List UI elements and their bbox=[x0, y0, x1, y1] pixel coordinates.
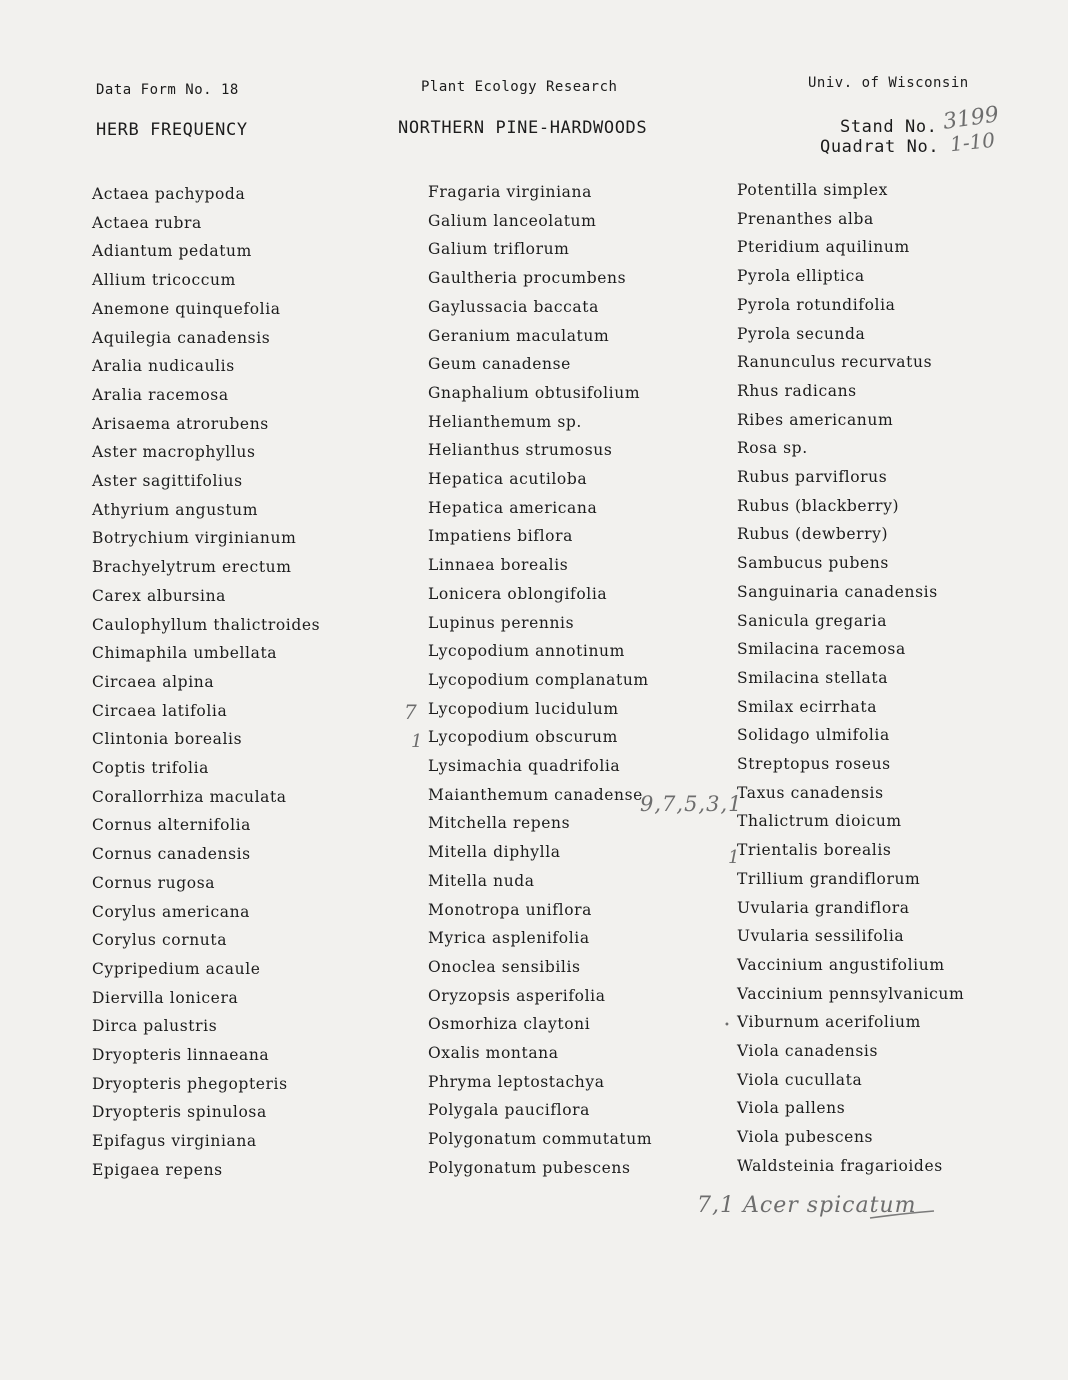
species-row: Polygonatum commutatum bbox=[428, 1130, 653, 1149]
species-row: Sanicula gregaria bbox=[737, 611, 888, 630]
handwritten-added-species: 7,1 Acer spicatum bbox=[697, 1193, 917, 1218]
species-row: Polygala pauciflora bbox=[428, 1101, 590, 1120]
handwritten-underline-stroke bbox=[868, 1200, 938, 1230]
species-row: Aster macrophyllus bbox=[92, 443, 256, 462]
species-row: Impatiens biflora bbox=[428, 527, 573, 546]
species-row: Allium tricoccum bbox=[92, 271, 236, 290]
species-row: Fragaria virginiana bbox=[428, 183, 592, 201]
species-row: Viola pallens bbox=[737, 1099, 846, 1118]
form-title: HERB FREQUENCY bbox=[96, 120, 248, 140]
species-row: Oryzopsis asperifolia bbox=[428, 986, 606, 1005]
species-row: Lycopodium obscurum bbox=[428, 728, 618, 747]
species-row: Lupinus perennis bbox=[428, 613, 575, 632]
species-row: Diervilla lonicera bbox=[92, 988, 239, 1007]
species-row: Rubus (blackberry) bbox=[737, 496, 900, 515]
species-row: Viola cucullata bbox=[737, 1070, 863, 1089]
species-row: Solidago ulmifolia bbox=[737, 726, 890, 745]
species-row: Sambucus pubens bbox=[737, 554, 889, 573]
species-row: Potentilla simplex bbox=[737, 181, 888, 199]
species-row: Vaccinium pennsylvanicum bbox=[737, 984, 965, 1003]
species-row: Maianthemum canadense bbox=[428, 785, 643, 804]
species-row: Pyrola elliptica bbox=[737, 267, 865, 286]
species-row: Onoclea sensibilis bbox=[428, 957, 581, 976]
handwritten-viburnum-mark: • bbox=[724, 1020, 730, 1031]
species-row: Clintonia borealis bbox=[92, 730, 243, 749]
species-row: Geranium maculatum bbox=[428, 326, 610, 345]
species-row: Mitchella repens bbox=[428, 814, 571, 833]
species-row: Linnaea borealis bbox=[428, 556, 569, 575]
species-row: Prenanthes alba bbox=[737, 209, 874, 228]
species-row: Rubus (dewberry) bbox=[737, 525, 889, 544]
species-row: Cornus rugosa bbox=[92, 873, 216, 892]
species-row: Corylus americana bbox=[92, 902, 251, 921]
species-row: Lycopodium complanatum bbox=[428, 670, 649, 689]
species-row: Corylus cornuta bbox=[92, 931, 228, 950]
species-row: Gnaphalium obtusifolium bbox=[428, 383, 641, 402]
species-row: Cypripedium acaule bbox=[92, 959, 261, 978]
species-row: Myrica asplenifolia bbox=[428, 929, 590, 948]
species-row: Arisaema atrorubens bbox=[92, 414, 269, 433]
species-row: Actaea pachypoda bbox=[92, 185, 246, 203]
species-row: Phryma leptostachya bbox=[428, 1072, 605, 1091]
species-row: Anemone quinquefolia bbox=[92, 299, 281, 318]
species-row: Trillium grandiflorum bbox=[737, 869, 921, 888]
species-row: Epigaea repens bbox=[92, 1160, 223, 1179]
species-row: Monotropa uniflora bbox=[428, 900, 592, 919]
stand-label: Stand No. bbox=[840, 117, 938, 137]
species-row: Osmorhiza claytoni bbox=[428, 1015, 591, 1034]
species-row: Smilacina racemosa bbox=[737, 640, 906, 659]
species-row: Athyrium angustum bbox=[92, 500, 259, 519]
stand-value: 3199 bbox=[941, 102, 1001, 135]
species-row: Rhus radicans bbox=[737, 381, 857, 400]
handwritten-lucidulum-mark: 7 bbox=[404, 700, 417, 724]
species-row: Gaylussacia baccata bbox=[428, 297, 599, 316]
species-row: Lycopodium annotinum bbox=[428, 642, 625, 661]
species-row: Epifagus virginiana bbox=[92, 1132, 257, 1151]
species-row: Vaccinium angustifolium bbox=[737, 955, 945, 974]
species-row: Pyrola rotundifolia bbox=[737, 295, 896, 314]
species-row: Adiantum pedatum bbox=[92, 242, 252, 261]
species-row: Galium triflorum bbox=[428, 240, 570, 259]
community-title: NORTHERN PINE-HARDWOODS bbox=[398, 118, 648, 138]
species-row: Dryopteris linnaeana bbox=[92, 1046, 270, 1064]
species-row: Oxalis montana bbox=[428, 1044, 559, 1062]
species-row: Viburnum acerifolium bbox=[737, 1013, 921, 1032]
species-row: Pteridium aquilinum bbox=[737, 238, 910, 257]
species-row: Aquilegia canadensis bbox=[92, 328, 271, 347]
species-row: Ranunculus recurvatus bbox=[737, 353, 933, 372]
species-row: Botrychium virginianum bbox=[92, 529, 297, 548]
form-number: Data Form No. 18 bbox=[96, 82, 239, 98]
species-row: Trientalis borealis bbox=[737, 841, 892, 860]
species-row: Brachyelytrum erectum bbox=[92, 558, 292, 577]
species-row: Ribes americanum bbox=[737, 410, 894, 429]
species-row: Cornus alternifolia bbox=[92, 816, 252, 835]
species-row: Hepatica americana bbox=[428, 498, 598, 517]
species-row: Chimaphila umbellata bbox=[92, 644, 278, 663]
species-row: Lycopodium lucidulum bbox=[428, 699, 619, 718]
species-row: Helianthus strumosus bbox=[428, 441, 613, 460]
handwritten-obscurum-mark: 1 bbox=[411, 731, 423, 752]
species-row: Galium lanceolatum bbox=[428, 211, 597, 230]
species-row: Viola canadensis bbox=[737, 1042, 879, 1060]
species-row: Cornus canadensis bbox=[92, 845, 251, 864]
species-row: Aralia racemosa bbox=[92, 385, 229, 404]
species-row: Dirca palustris bbox=[92, 1017, 218, 1036]
university: Univ. of Wisconsin bbox=[808, 75, 969, 91]
species-row: Dryopteris phegopteris bbox=[92, 1074, 288, 1093]
quadrat-label: Quadrat No. bbox=[820, 137, 940, 157]
species-row: Actaea rubra bbox=[92, 213, 202, 232]
species-row: Sanguinaria canadensis bbox=[737, 582, 938, 601]
organization: Plant Ecology Research bbox=[421, 79, 618, 95]
species-row: Lysimachia quadrifolia bbox=[428, 757, 621, 775]
species-row: Waldsteinia fragarioides bbox=[737, 1156, 943, 1175]
species-row: Geum canadense bbox=[428, 355, 571, 374]
species-row: Helianthemum sp. bbox=[428, 412, 582, 431]
species-row: Hepatica acutiloba bbox=[428, 470, 588, 488]
species-row: Streptopus roseus bbox=[737, 755, 891, 773]
species-row: Circaea latifolia bbox=[92, 701, 228, 720]
species-row: Thalictrum dioicum bbox=[737, 812, 902, 831]
species-row: Mitella nuda bbox=[428, 871, 535, 890]
quadrat-value: 1-10 bbox=[948, 127, 997, 157]
species-row: Circaea alpina bbox=[92, 672, 215, 691]
species-row: Dryopteris spinulosa bbox=[92, 1103, 267, 1122]
species-row: Aralia nudicaulis bbox=[92, 357, 235, 376]
species-row: Polygonatum pubescens bbox=[428, 1158, 631, 1177]
species-row: Lonicera oblongifolia bbox=[428, 584, 608, 603]
species-row: Rubus parviflorus bbox=[737, 468, 888, 486]
species-row: Uvularia grandiflora bbox=[737, 898, 910, 917]
species-row: Pyrola secunda bbox=[737, 324, 866, 343]
species-row: Carex albursina bbox=[92, 586, 226, 605]
species-row: Viola pubescens bbox=[737, 1128, 874, 1147]
species-row: Rosa sp. bbox=[737, 439, 808, 458]
species-row: Gaultheria procumbens bbox=[428, 269, 627, 288]
species-row: Smilacina stellata bbox=[737, 668, 889, 687]
species-row: Smilax ecirrhata bbox=[737, 697, 878, 716]
handwritten-trientalis-mark: 1 bbox=[728, 847, 740, 868]
species-row: Coptis trifolia bbox=[92, 759, 210, 777]
species-row: Aster sagittifolius bbox=[92, 472, 243, 490]
handwritten-taxus-mark: 9,7,5,3,1 bbox=[640, 792, 743, 816]
species-row: Mitella diphylla bbox=[428, 843, 561, 862]
species-row: Corallorrhiza maculata bbox=[92, 787, 287, 806]
species-row: Taxus canadensis bbox=[737, 783, 884, 802]
species-row: Caulophyllum thalictroides bbox=[92, 615, 321, 634]
species-row: Uvularia sessilifolia bbox=[737, 927, 905, 946]
